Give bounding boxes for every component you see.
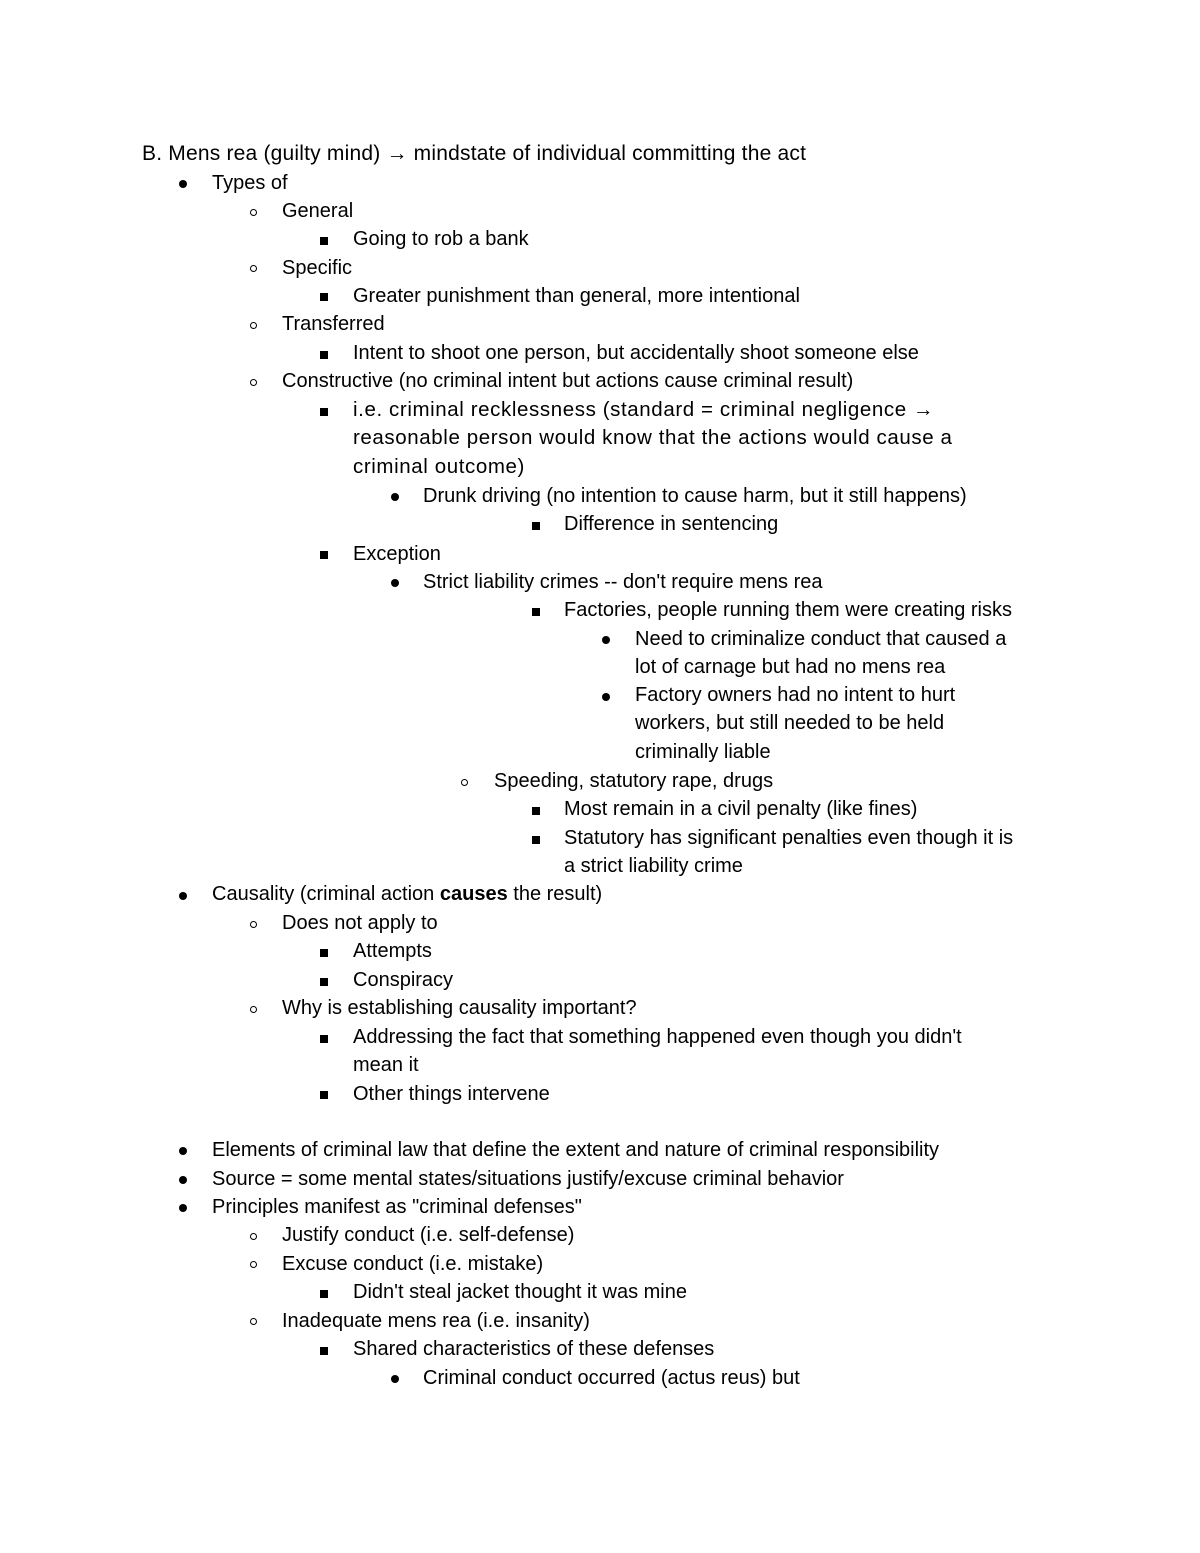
- list-item: Justify conduct (i.e. self-defense): [282, 1224, 575, 1246]
- bullet-circle: [461, 779, 468, 786]
- bullet-square: [532, 807, 540, 815]
- list-item: Specific: [282, 257, 353, 279]
- bullet-square: [320, 949, 328, 957]
- bullet-square: [320, 1290, 328, 1298]
- list-item: Conspiracy: [353, 969, 454, 991]
- bullet-square: [320, 408, 328, 416]
- list-item-continuation: lot of carnage but had no mens rea: [635, 656, 946, 678]
- list-item-continuation: reasonable person would know that the actions would cause a: [353, 426, 953, 449]
- list-item: Exception: [353, 543, 441, 565]
- section-heading: B. Mens rea (guilty mind) → mindstate of individual committing the act: [142, 142, 807, 165]
- list-item: Need to criminalize conduct that caused a: [635, 628, 1007, 650]
- list-item: Going to rob a bank: [353, 228, 529, 250]
- bullet-disc: [602, 693, 610, 701]
- list-item: Criminal conduct occurred (actus reus) but: [423, 1367, 800, 1389]
- list-item: Elements of criminal law that define the extent and nature of criminal responsibility: [212, 1139, 940, 1161]
- list-item-continuation: mean it: [353, 1054, 419, 1076]
- bullet-square: [320, 551, 328, 559]
- bullet-circle: [250, 1261, 257, 1268]
- list-item: Statutory has significant penalties even though it is: [564, 827, 1014, 849]
- bullet-disc: [179, 1147, 187, 1155]
- list-item: Principles manifest as "criminal defenses": [212, 1196, 582, 1218]
- bullet-square: [320, 1347, 328, 1355]
- list-item: Source = some mental states/situations justify/excuse criminal behavior: [212, 1168, 844, 1190]
- bullet-disc: [179, 180, 187, 188]
- list-item-continuation: criminally liable: [635, 741, 771, 763]
- list-item: Other things intervene: [353, 1083, 550, 1105]
- list-item-causality: [212, 880, 602, 909]
- bullet-disc: [602, 636, 610, 644]
- bullet-square: [320, 1091, 328, 1099]
- bullet-square: [320, 351, 328, 359]
- list-item: Didn't steal jacket thought it was mine: [353, 1281, 687, 1303]
- list-item: Difference in sentencing: [564, 513, 779, 535]
- bullet-circle: [250, 322, 257, 329]
- bullet-square: [532, 522, 540, 530]
- bullet-disc: [391, 1375, 399, 1383]
- bullet-square: [320, 1035, 328, 1043]
- list-item: Addressing the fact that something happened even though you didn't: [353, 1026, 962, 1048]
- list-item-continuation: criminal outcome): [353, 455, 525, 478]
- bullet-square: [532, 836, 540, 844]
- list-item: i.e. criminal recklessness (standard = criminal negligence →: [353, 398, 935, 421]
- bullet-disc: [179, 892, 187, 900]
- list-item: Excuse conduct (i.e. mistake): [282, 1253, 544, 1275]
- bullet-square: [320, 237, 328, 245]
- list-item: Does not apply to: [282, 912, 438, 934]
- bullet-disc: [179, 1204, 187, 1212]
- list-item: Speeding, statutory rape, drugs: [494, 770, 774, 792]
- bullet-circle: [250, 379, 257, 386]
- bullet-disc: [391, 579, 399, 587]
- bullet-circle: [250, 921, 257, 928]
- bullet-disc: [391, 493, 399, 501]
- bullet-square: [320, 293, 328, 301]
- causality-emphasis: causes: [439, 883, 508, 905]
- bullet-circle: [250, 1006, 257, 1013]
- list-item: Drunk driving (no intention to cause harm, but it still happens): [423, 485, 967, 507]
- list-item-continuation: workers, but still needed to be held: [635, 712, 945, 734]
- list-item: Constructive (no criminal intent but actions cause criminal result): [282, 370, 854, 392]
- list-item: Attempts: [353, 940, 432, 962]
- bullet-disc: [179, 1176, 187, 1184]
- list-item: Factory owners had no intent to hurt: [635, 684, 956, 706]
- causality-text-end: the result): [507, 883, 603, 905]
- list-item: Greater punishment than general, more intentional: [353, 285, 800, 307]
- list-item: Shared characteristics of these defenses: [353, 1338, 715, 1360]
- list-item: Most remain in a civil penalty (like fines): [564, 798, 918, 820]
- list-item: Strict liability crimes -- don't require mens rea: [423, 571, 823, 593]
- list-item: Inadequate mens rea (i.e. insanity): [282, 1310, 590, 1332]
- bullet-circle: [250, 1233, 257, 1240]
- list-item: General: [282, 200, 354, 222]
- bullet-circle: [250, 209, 257, 216]
- bullet-square: [532, 608, 540, 616]
- list-item-continuation: a strict liability crime: [564, 855, 743, 877]
- bullet-circle: [250, 265, 257, 272]
- list-item: Intent to shoot one person, but accidentally shoot someone else: [353, 342, 919, 364]
- list-item: Transferred: [282, 313, 385, 335]
- list-item: Why is establishing causality important?: [282, 997, 637, 1019]
- list-item: Factories, people running them were creating risks: [564, 599, 1012, 621]
- list-item: Types of: [212, 172, 288, 194]
- causality-text: Causality (criminal action: [212, 883, 440, 905]
- bullet-square: [320, 978, 328, 986]
- bullet-circle: [250, 1318, 257, 1325]
